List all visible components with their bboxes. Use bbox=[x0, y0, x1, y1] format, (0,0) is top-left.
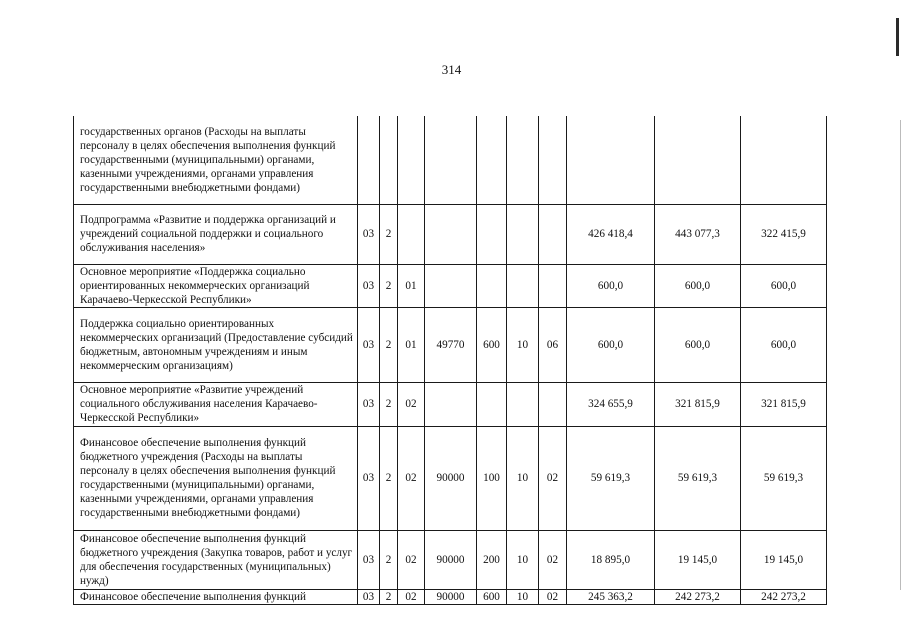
cell-c5: 600 bbox=[477, 589, 507, 604]
cell-sum2 bbox=[655, 116, 741, 204]
cell-c3 bbox=[398, 204, 425, 264]
cell-c2: 2 bbox=[380, 589, 398, 604]
cell-c6 bbox=[507, 116, 539, 204]
cell-c3: 02 bbox=[398, 530, 425, 589]
cell-c5 bbox=[477, 116, 507, 204]
cell-name: Подпрограмма «Развитие и поддержка организаций и учреждений социальной поддержки и социального обслуживания населения» bbox=[74, 204, 358, 264]
budget-table bbox=[73, 116, 827, 605]
cell-c7 bbox=[539, 204, 567, 264]
scan-edge-mark bbox=[896, 18, 899, 56]
cell-c1: 03 bbox=[358, 530, 380, 589]
cell-c2: 2 bbox=[380, 264, 398, 307]
cell-c2: 2 bbox=[380, 530, 398, 589]
cell-c2: 2 bbox=[380, 382, 398, 426]
cell-sum3: 242 273,2 bbox=[741, 589, 827, 604]
cell-c3: 01 bbox=[398, 264, 425, 307]
cell-sum1: 324 655,9 bbox=[567, 382, 655, 426]
cell-sum2: 443 077,3 bbox=[655, 204, 741, 264]
cell-sum1: 59 619,3 bbox=[567, 426, 655, 530]
cell-sum3: 321 815,9 bbox=[741, 382, 827, 426]
cell-sum2: 321 815,9 bbox=[655, 382, 741, 426]
cell-c3 bbox=[398, 116, 425, 204]
cell-c4 bbox=[425, 382, 477, 426]
cell-sum3: 59 619,3 bbox=[741, 426, 827, 530]
table-row bbox=[74, 307, 827, 382]
table-row bbox=[74, 264, 827, 307]
cell-sum3: 600,0 bbox=[741, 307, 827, 382]
cell-c5: 200 bbox=[477, 530, 507, 589]
cell-c1 bbox=[358, 116, 380, 204]
cell-c4 bbox=[425, 264, 477, 307]
cell-c1: 03 bbox=[358, 204, 380, 264]
cell-c1: 03 bbox=[358, 589, 380, 604]
cell-name: Основное мероприятие «Поддержка социально ориентированных некоммерческих организаций Карачаево-Черкесской Республики» bbox=[74, 264, 358, 307]
cell-c5 bbox=[477, 204, 507, 264]
cell-sum1: 600,0 bbox=[567, 307, 655, 382]
table-row bbox=[74, 530, 827, 589]
cell-c7: 02 bbox=[539, 530, 567, 589]
cell-c6: 10 bbox=[507, 426, 539, 530]
cell-c1: 03 bbox=[358, 264, 380, 307]
cell-sum1: 600,0 bbox=[567, 264, 655, 307]
cell-c2 bbox=[380, 116, 398, 204]
table-row bbox=[74, 589, 827, 604]
cell-sum1: 245 363,2 bbox=[567, 589, 655, 604]
cell-c3: 01 bbox=[398, 307, 425, 382]
cell-sum2: 59 619,3 bbox=[655, 426, 741, 530]
cell-name: Финансовое обеспечение выполнения функций бюджетного учреждения (Расходы на выплаты персоналу в целях обеспечения выполнения функций государственными (муниципальными) органами, казенными учреждениями, органами управления государственными внебюджетными фондами) bbox=[74, 426, 358, 530]
cell-c5 bbox=[477, 264, 507, 307]
cell-c3: 02 bbox=[398, 382, 425, 426]
cell-c7: 06 bbox=[539, 307, 567, 382]
cell-sum1: 426 418,4 bbox=[567, 204, 655, 264]
cell-c3: 02 bbox=[398, 426, 425, 530]
cell-sum2: 600,0 bbox=[655, 307, 741, 382]
cell-name: Поддержка социально ориентированных некоммерческих организаций (Предоставление субсидий бюджетным, автономным учреждениям и иным некоммерческим организациям) bbox=[74, 307, 358, 382]
cell-name: Финансовое обеспечение выполнения функций бюджетного учреждения (Закупка товаров, работ и услуг для обеспечения государственных (муниципальных) нужд) bbox=[74, 530, 358, 589]
cell-c4: 49770 bbox=[425, 307, 477, 382]
cell-c3: 02 bbox=[398, 589, 425, 604]
cell-c1: 03 bbox=[358, 307, 380, 382]
cell-c2: 2 bbox=[380, 204, 398, 264]
budget-table-body bbox=[74, 116, 827, 604]
cell-sum2: 242 273,2 bbox=[655, 589, 741, 604]
cell-c5: 600 bbox=[477, 307, 507, 382]
page-number: 314 bbox=[441, 62, 462, 77]
cell-name: Основное мероприятие «Развитие учреждений социального обслуживания населения Карачаево-Черкесской Республики» bbox=[74, 382, 358, 426]
cell-sum3 bbox=[741, 116, 827, 204]
table-row bbox=[74, 426, 827, 530]
cell-c4: 90000 bbox=[425, 589, 477, 604]
cell-c7 bbox=[539, 264, 567, 307]
cell-c4 bbox=[425, 116, 477, 204]
cell-name: государственных органов (Расходы на выплаты персоналу в целях обеспечения выполнения функций государственными (муниципальными) органами, казенными учреждениями, органами управления государственными внебюджетными фондами) bbox=[74, 116, 358, 204]
cell-name: Финансовое обеспечение выполнения функций bbox=[74, 589, 358, 604]
cell-c6: 10 bbox=[507, 530, 539, 589]
cell-c5: 100 bbox=[477, 426, 507, 530]
cell-c4: 90000 bbox=[425, 426, 477, 530]
cell-sum1 bbox=[567, 116, 655, 204]
cell-sum3: 322 415,9 bbox=[741, 204, 827, 264]
cell-c7 bbox=[539, 116, 567, 204]
table-row bbox=[74, 382, 827, 426]
scan-edge-line bbox=[900, 120, 901, 590]
cell-c4: 90000 bbox=[425, 530, 477, 589]
cell-c6 bbox=[507, 382, 539, 426]
table-row bbox=[74, 116, 827, 204]
cell-sum2: 600,0 bbox=[655, 264, 741, 307]
cell-c1: 03 bbox=[358, 426, 380, 530]
cell-c2: 2 bbox=[380, 307, 398, 382]
cell-c1: 03 bbox=[358, 382, 380, 426]
cell-c7: 02 bbox=[539, 426, 567, 530]
cell-sum2: 19 145,0 bbox=[655, 530, 741, 589]
cell-c7: 02 bbox=[539, 589, 567, 604]
cell-sum3: 600,0 bbox=[741, 264, 827, 307]
cell-c7 bbox=[539, 382, 567, 426]
cell-c5 bbox=[477, 382, 507, 426]
cell-sum3: 19 145,0 bbox=[741, 530, 827, 589]
table-row bbox=[74, 204, 827, 264]
cell-c6: 10 bbox=[507, 307, 539, 382]
cell-sum1: 18 895,0 bbox=[567, 530, 655, 589]
cell-c6: 10 bbox=[507, 589, 539, 604]
cell-c4 bbox=[425, 204, 477, 264]
cell-c2: 2 bbox=[380, 426, 398, 530]
cell-c6 bbox=[507, 264, 539, 307]
cell-c6 bbox=[507, 204, 539, 264]
